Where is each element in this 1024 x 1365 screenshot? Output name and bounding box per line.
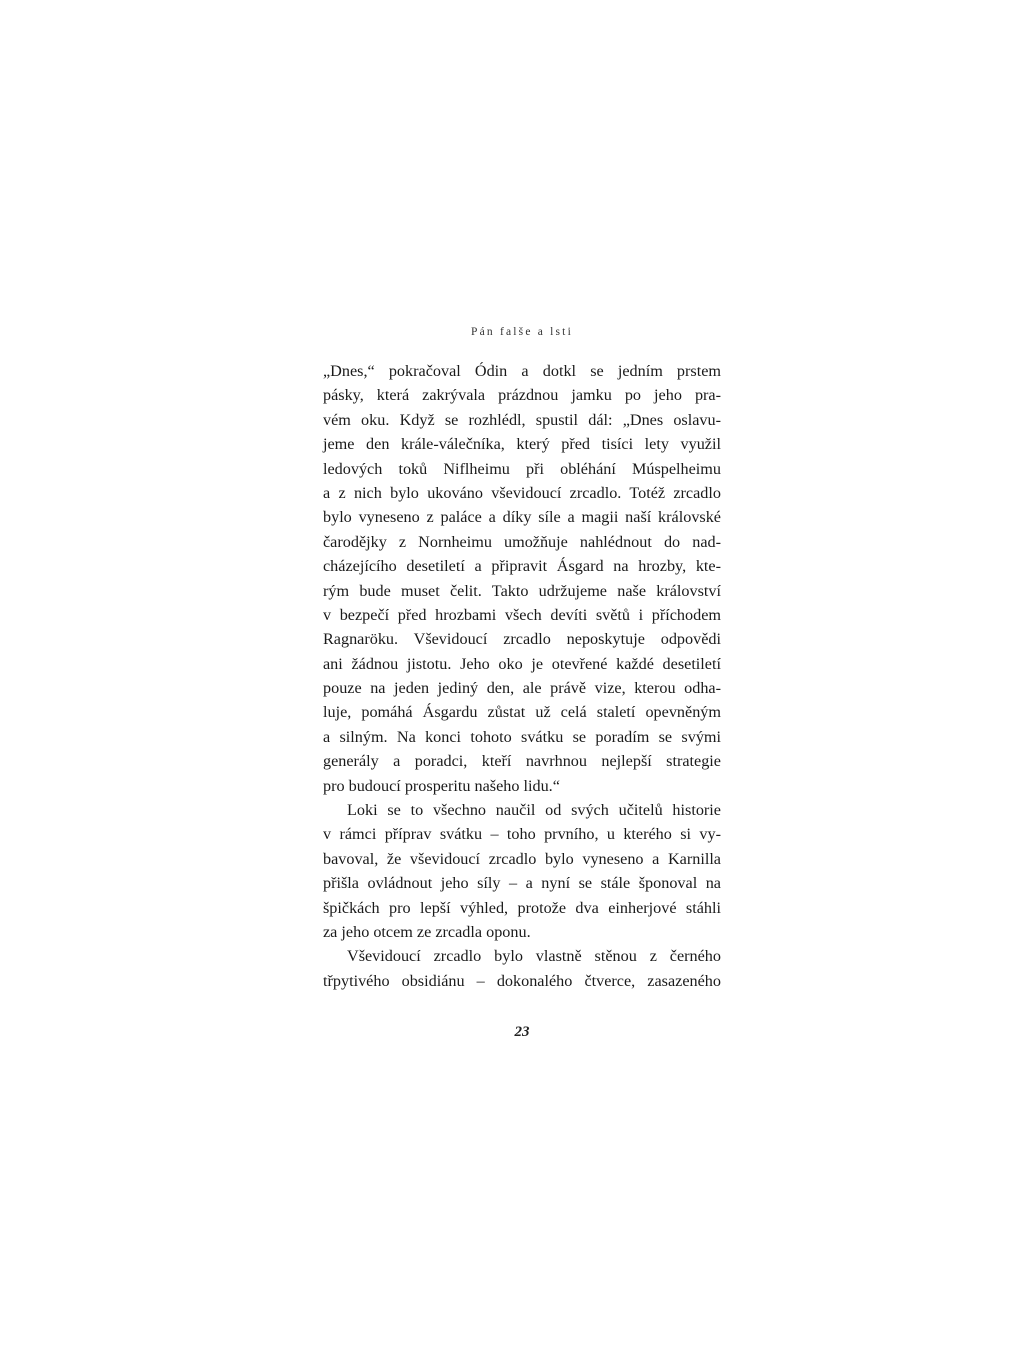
paragraph-1	[323, 359, 721, 798]
text-line: za jeho otcem ze zrcadla oponu.	[323, 922, 531, 941]
text-line: generály a poradci, kteří navrhnou nejlepší strategie	[323, 752, 721, 771]
text-line: cházejícího desetiletí a připravit Ásgard na hrozby, kte-	[323, 557, 721, 576]
text-line: ani žádnou jistotu. Jeho oko je otevřené každé desetiletí	[323, 654, 721, 673]
text-line: v bezpečí před hrozbami všech devíti světů i příchodem	[323, 605, 721, 624]
text-line: a silným. Na konci tohoto svátku se poradím se svými	[323, 727, 721, 746]
text-line: Loki se to všechno naučil od svých učitelů historie	[347, 801, 721, 820]
text-line: čarodějky z Nornheimu umožňuje nahlédnout do nad-	[323, 532, 721, 551]
text-line: pouze na jeden jediný den, ale právě vize, kterou odha-	[323, 679, 721, 698]
text-line: bavoval, že vševidoucí zrcadlo bylo vyneseno a Karnilla	[323, 849, 721, 868]
text-line: přišla ovládnout jeho síly – a nyní se stále šponoval na	[323, 874, 721, 893]
text-line: vém oku. Když se rozhlédl, spustil dál: „Dnes oslavu-	[323, 410, 721, 429]
text-line: v rámci příprav svátku – toho prvního, u kterého si vy-	[323, 825, 721, 844]
text-line: rým bude muset čelit. Takto udržujeme naše království	[323, 581, 721, 600]
text-line: bylo vyneseno z paláce a díky síle a magii naší královské	[323, 508, 721, 527]
paragraph-3	[323, 944, 721, 993]
text-line: a z nich bylo ukováno vševidoucí zrcadlo. Totéž zrcadlo	[323, 483, 721, 502]
text-line: ledových toků Niflheimu při obléhání Múspelheimu	[323, 459, 721, 478]
text-line: třpytivého obsidiánu – dokonalého čtverce, zasazeného	[323, 971, 721, 990]
body-text	[323, 359, 721, 993]
text-line: „Dnes,“ pokračoval Ódin a dotkl se jedním prstem	[323, 362, 721, 380]
text-line: pro budoucí prosperitu našeho lidu.“	[323, 776, 560, 795]
text-line: Vševidoucí zrcadlo bylo vlastně stěnou z černého	[347, 947, 721, 966]
text-line: Ragnaröku. Vševidoucí zrcadlo neposkytuje odpovědi	[323, 630, 721, 649]
text-line: luje, pomáhá Ásgardu zůstat už celá staletí opevněným	[323, 703, 721, 722]
text-line: jeme den krále-válečníka, který před tisíci lety využil	[323, 435, 721, 454]
text-line: pásky, která zakrývala prázdnou jamku po jeho pra-	[323, 386, 721, 405]
paragraph-2	[323, 798, 721, 944]
page-number: 23	[514, 1024, 530, 1040]
text-line: špičkách pro lepší výhled, protože dva einherjové stáhli	[323, 898, 721, 917]
running-head: Pán falše a lsti	[471, 326, 573, 338]
